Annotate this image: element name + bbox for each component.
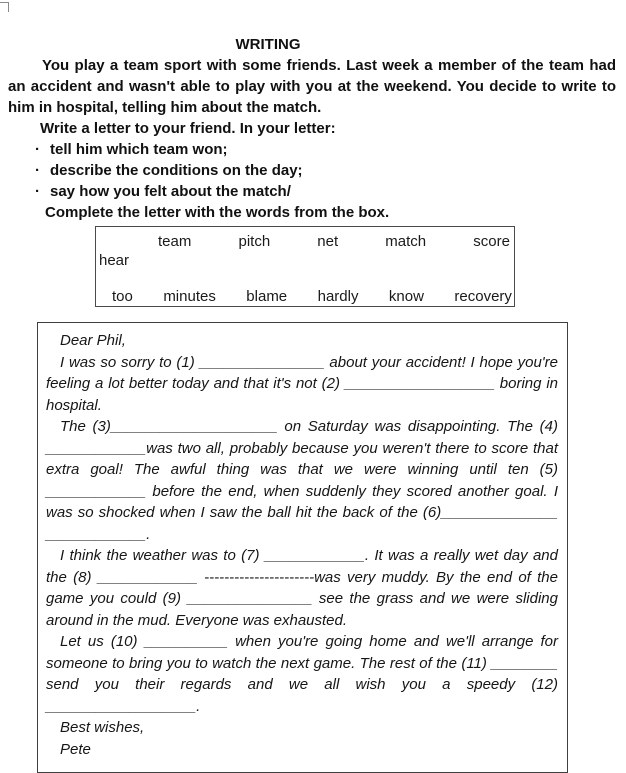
word-box-word: match	[385, 233, 427, 250]
word-box-row-2	[98, 287, 512, 306]
letter-signature: Pete	[60, 740, 91, 758]
word-box-word: hardly	[317, 288, 359, 305]
bullet-item: · describe the conditions on the day;	[8, 160, 618, 181]
word-box-word: know	[388, 288, 424, 305]
word-box-word: score	[473, 233, 510, 250]
word-box-word: blame	[246, 288, 288, 305]
letter-paragraph-2: The (3)____________________ on Saturday was disappointing. The (4) ____________was two all, probably because you weren't there to score that extra goal! The awful thing was that we were winning until ten (5) ____________ before the end, when suddenly they scored another goal. I was so shocked when I saw the ball hit the back of the (6)______________ ____________.	[46, 418, 558, 543]
letter-box	[37, 322, 568, 773]
letter-salutation: Dear Phil,	[60, 332, 126, 349]
letter-paragraph-4: Let us (10) __________ when you're going home and we'll arrange for someone to bring you to watch the next game. The rest of the (11) ________ send you their regards and we all wish you a speedy (12) __________________.	[46, 633, 558, 715]
bullet-list	[8, 139, 618, 202]
letter-paragraph-3: I think the weather was to (7) ____________. It was a really wet day and the (8) ____________ ----------------------was very muddy. By the end of the game you could (9) _______________ see the grass and we were sliding around in the mud. Everyone was exhausted.	[46, 547, 558, 629]
word-box-word: too	[112, 288, 133, 305]
word-box-word: recovery	[454, 288, 512, 305]
letter-closing: Best wishes,	[60, 719, 145, 736]
bullet-item: · tell him which team won;	[8, 139, 618, 160]
word-box-row-1	[98, 232, 512, 251]
word-box-word: team	[158, 233, 192, 250]
bullet-item: · say how you felt about the match/	[8, 181, 618, 202]
complete-instruction: Complete the letter with the words from the box.	[45, 204, 390, 221]
page-title: WRITING	[235, 36, 301, 53]
word-box-word: net	[317, 233, 339, 250]
letter-paragraph-1: I was so sorry to (1) _______________ about your accident! I hope you're feeling a lot better today and that it's not (2) __________________ boring in hospital.	[46, 353, 558, 414]
word-box-word: minutes	[163, 288, 216, 305]
task-line: Write a letter to your friend. In your letter:	[40, 120, 336, 137]
corner-artifact	[0, 2, 9, 12]
word-box-word-hear: hear	[99, 252, 130, 269]
instructions-block	[8, 34, 618, 223]
word-box-word: pitch	[238, 233, 271, 250]
intro-paragraph: You play a team sport with some friends. Last week a member of the team had an accident and wasn't able to play with you at the weekend. You decide to write to him in hospital, telling him about the match.	[8, 57, 616, 116]
word-box	[95, 226, 515, 307]
